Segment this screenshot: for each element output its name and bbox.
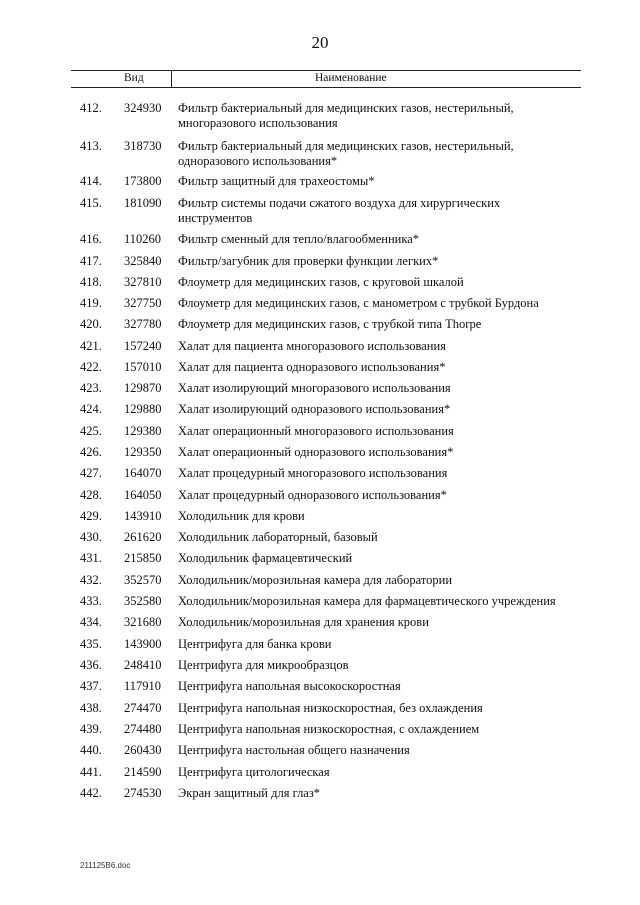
row-name: Фильтр бактериальный для медицинских газов, нестерильный, одноразового использования* (178, 139, 514, 168)
row-number: 427. (80, 466, 102, 480)
row-number: 435. (80, 637, 102, 651)
row-name: Флоуметр для медицинских газов, с манометром с трубкой Бурдона (178, 296, 539, 310)
row-number: 418. (80, 275, 102, 289)
row-number: 438. (80, 701, 102, 715)
row-name: Центрифуга напольная низкоскоростная, без охлаждения (178, 701, 483, 715)
row-number: 425. (80, 424, 102, 438)
row-code: 325840 (124, 254, 162, 268)
row-name: Центрифуга напольная высокоскоростная (178, 679, 401, 693)
row-name: Центрифуга настольная общего назначения (178, 743, 410, 757)
row-name: Центрифуга напольная низкоскоростная, с охлаждением (178, 722, 480, 736)
row-name: Халат для пациента многоразового использования (178, 339, 446, 353)
row-name: Экран защитный для глаз* (178, 786, 321, 800)
row-name: Холодильник лабораторный, базовый (178, 530, 378, 544)
row-code: 324930 (124, 101, 162, 115)
row-code: 274470 (124, 701, 162, 715)
row-code: 173800 (124, 174, 162, 188)
row-name: Холодильник фармацевтический (178, 551, 353, 565)
row-code: 215850 (124, 551, 162, 565)
row-name: Холодильник для крови (178, 509, 305, 523)
row-name: Холодильник/морозильная камера для лаборатории (178, 573, 453, 587)
row-code: 164050 (124, 488, 162, 502)
row-code: 157240 (124, 339, 162, 353)
row-code: 129350 (124, 445, 162, 459)
row-code: 327780 (124, 317, 162, 331)
row-name: Холодильник/морозильная камера для фармацевтического учреждения (178, 594, 556, 608)
row-number: 428. (80, 488, 102, 502)
footer-filename: 211125B6.doc (80, 861, 131, 870)
row-number: 419. (80, 296, 102, 310)
row-code: 248410 (124, 658, 162, 672)
row-code: 157010 (124, 360, 162, 374)
header-name: Наименование (315, 72, 387, 84)
row-name: Флоуметр для медицинских газов, с круговой шкалой (178, 275, 464, 289)
row-number: 414. (80, 174, 102, 188)
row-number: 437. (80, 679, 102, 693)
row-name: Халат операционный многоразового использования (178, 424, 454, 438)
row-name: Халат операционный одноразового использования* (178, 445, 454, 459)
row-name: Центрифуга для банка крови (178, 637, 332, 651)
row-code: 110260 (124, 232, 162, 246)
row-name: Фильтр сменный для тепло/влагообменника* (178, 232, 420, 246)
row-number: 416. (80, 232, 102, 246)
row-code: 274530 (124, 786, 162, 800)
row-number: 440. (80, 743, 102, 757)
row-number: 434. (80, 615, 102, 629)
row-number: 436. (80, 658, 102, 672)
row-number: 420. (80, 317, 102, 331)
row-name: Фильтр бактериальный для медицинских газов, нестерильный, многоразового использования (178, 101, 514, 130)
row-name: Холодильник/морозильная для хранения крови (178, 615, 429, 629)
row-code: 143900 (124, 637, 162, 651)
row-code: 129870 (124, 381, 162, 395)
row-name: Халат изолирующий многоразового использования (178, 381, 451, 395)
row-name: Центрифуга цитологическая (178, 765, 330, 779)
row-code: 327750 (124, 296, 162, 310)
row-code: 260430 (124, 743, 162, 757)
row-number: 433. (80, 594, 102, 608)
row-name: Центрифуга для микрообразцов (178, 658, 349, 672)
header-code: Вид (124, 72, 144, 84)
row-name: Фильтр защитный для трахеостомы* (178, 174, 375, 188)
row-number: 423. (80, 381, 102, 395)
row-code: 352570 (124, 573, 162, 587)
row-number: 421. (80, 339, 102, 353)
row-code: 352580 (124, 594, 162, 608)
row-number: 432. (80, 573, 102, 587)
row-code: 129380 (124, 424, 162, 438)
row-number: 429. (80, 509, 102, 523)
row-name: Халат изолирующий одноразового использования* (178, 402, 451, 416)
row-number: 426. (80, 445, 102, 459)
row-name: Фильтр/загубник для проверки функции легких* (178, 254, 439, 268)
row-number: 431. (80, 551, 102, 565)
row-number: 422. (80, 360, 102, 374)
row-code: 261620 (124, 530, 162, 544)
row-code: 321680 (124, 615, 162, 629)
row-code: 327810 (124, 275, 162, 289)
page-number: 20 (311, 33, 329, 52)
row-code: 318730 (124, 139, 162, 153)
row-number: 415. (80, 196, 102, 210)
row-code: 143910 (124, 509, 162, 523)
row-number: 417. (80, 254, 102, 268)
row-number: 442. (80, 786, 102, 800)
row-name: Халат процедурный одноразового использования* (178, 488, 447, 502)
row-code: 214590 (124, 765, 162, 779)
row-code: 117910 (124, 679, 162, 693)
row-number: 430. (80, 530, 102, 544)
row-code: 164070 (124, 466, 162, 480)
row-number: 441. (80, 765, 102, 779)
row-name: Халат процедурный многоразового использования (178, 466, 448, 480)
row-code: 274480 (124, 722, 162, 736)
row-name: Флоуметр для медицинских газов, с трубкой типа Thorpe (178, 317, 482, 331)
row-code: 181090 (124, 196, 162, 210)
row-number: 413. (80, 139, 102, 153)
row-code: 129880 (124, 402, 162, 416)
row-number: 424. (80, 402, 102, 416)
row-number: 439. (80, 722, 102, 736)
row-name: Фильтр системы подачи сжатого воздуха для хирургических инструментов (178, 196, 501, 225)
row-number: 412. (80, 101, 102, 115)
row-name: Халат для пациента одноразового использования* (178, 360, 446, 374)
